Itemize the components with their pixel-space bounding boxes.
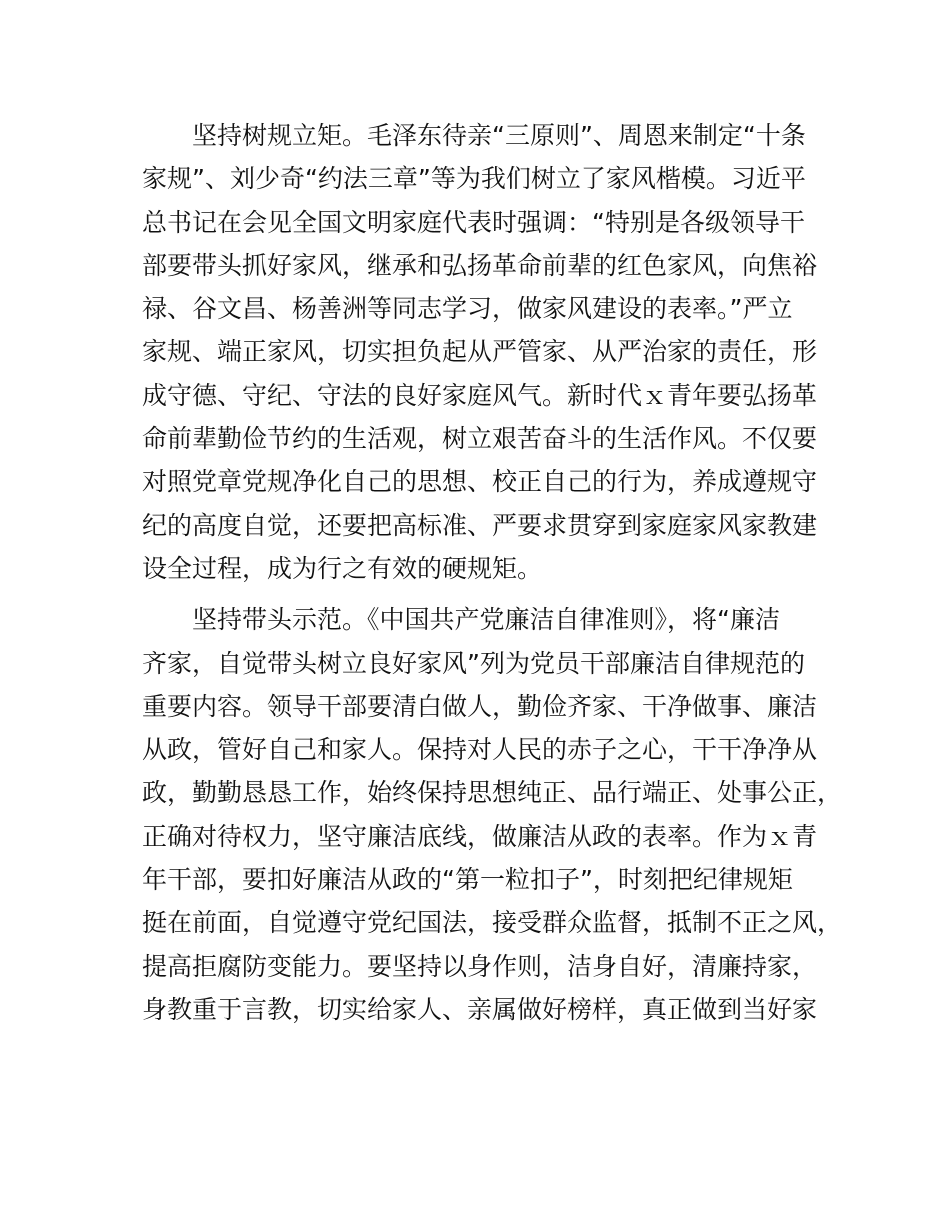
paragraph-line: 成守德、守纪、守法的良好家庭风气。新时代ｘ青年要弘扬革 (142, 380, 818, 410)
paragraph-line: 家规”、刘少奇“约法三章”等为我们树立了家风楷模。习近平 (142, 164, 806, 194)
document-body (142, 114, 842, 1031)
paragraph-line: 命前辈勤俭节约的生活观，树立艰苦奋斗的生活作风。不仅要 (142, 424, 818, 454)
paragraph-line: 身教重于言教，切实给家人、亲属做好榜样，真正做到当好家 (142, 994, 818, 1024)
paragraph-line: 齐家，自觉带头树立良好家风”列为党员干部廉洁自律规范的 (142, 648, 805, 678)
paragraph-line: 禄、谷文昌、杨善洲等同志学习，做家风建设的表率。”严立 (142, 294, 793, 324)
paragraph-line: 坚持带头示范。《中国共产党廉洁自律准则》，将“廉洁 (192, 605, 780, 635)
paragraph-line: 家规、端正家风，切实担负起从严管家、从严治家的责任，形 (142, 337, 818, 367)
paragraph-line: 政，勤勤恳恳工作，始终保持思想纯正、品行端正、处事公正， (142, 778, 843, 808)
paragraph-spacer (142, 590, 842, 598)
paragraph-line: 挺在前面，自觉遵守党纪国法，接受群众监督，抵制不正之风， (142, 908, 843, 938)
paragraph-line: 年干部，要扣好廉洁从政的“第一粒扣子”，时刻把纪律规矩 (142, 865, 793, 895)
paragraph-line: 从政，管好自己和家人。保持对人民的赤子之心，干干净净从 (142, 735, 818, 765)
paragraph-line: 重要内容。领导干部要清白做人，勤俭齐家、干净做事、廉洁 (142, 691, 818, 721)
paragraph-lead-by-example (142, 598, 842, 1031)
paragraph-line: 设全过程，成为行之有效的硬规矩。 (142, 553, 543, 583)
paragraph-family-rules (142, 114, 842, 590)
paragraph-line: 部要带头抓好家风，继承和弘扬革命前辈的红色家风，向焦裕 (142, 250, 818, 280)
paragraph-line: 总书记在会见全国文明家庭代表时强调：“特别是各级领导干 (142, 207, 805, 237)
paragraph-line: 提高拒腐防变能力。要坚持以身作则，洁身自好，清廉持家， (142, 951, 818, 981)
paragraph-line: 坚持树规立矩。毛泽东待亲“三原则”、周恩来制定“十条 (192, 121, 806, 150)
paragraph-line: 正确对待权力，坚守廉洁底线，做廉洁从政的表率。作为ｘ青 (142, 821, 818, 851)
paragraph-line: 对照党章党规净化自己的思想、校正自己的行为，养成遵规守 (142, 467, 818, 497)
paragraph-line: 纪的高度自觉，还要把高标准、严要求贯穿到家庭家风家教建 (142, 510, 818, 540)
